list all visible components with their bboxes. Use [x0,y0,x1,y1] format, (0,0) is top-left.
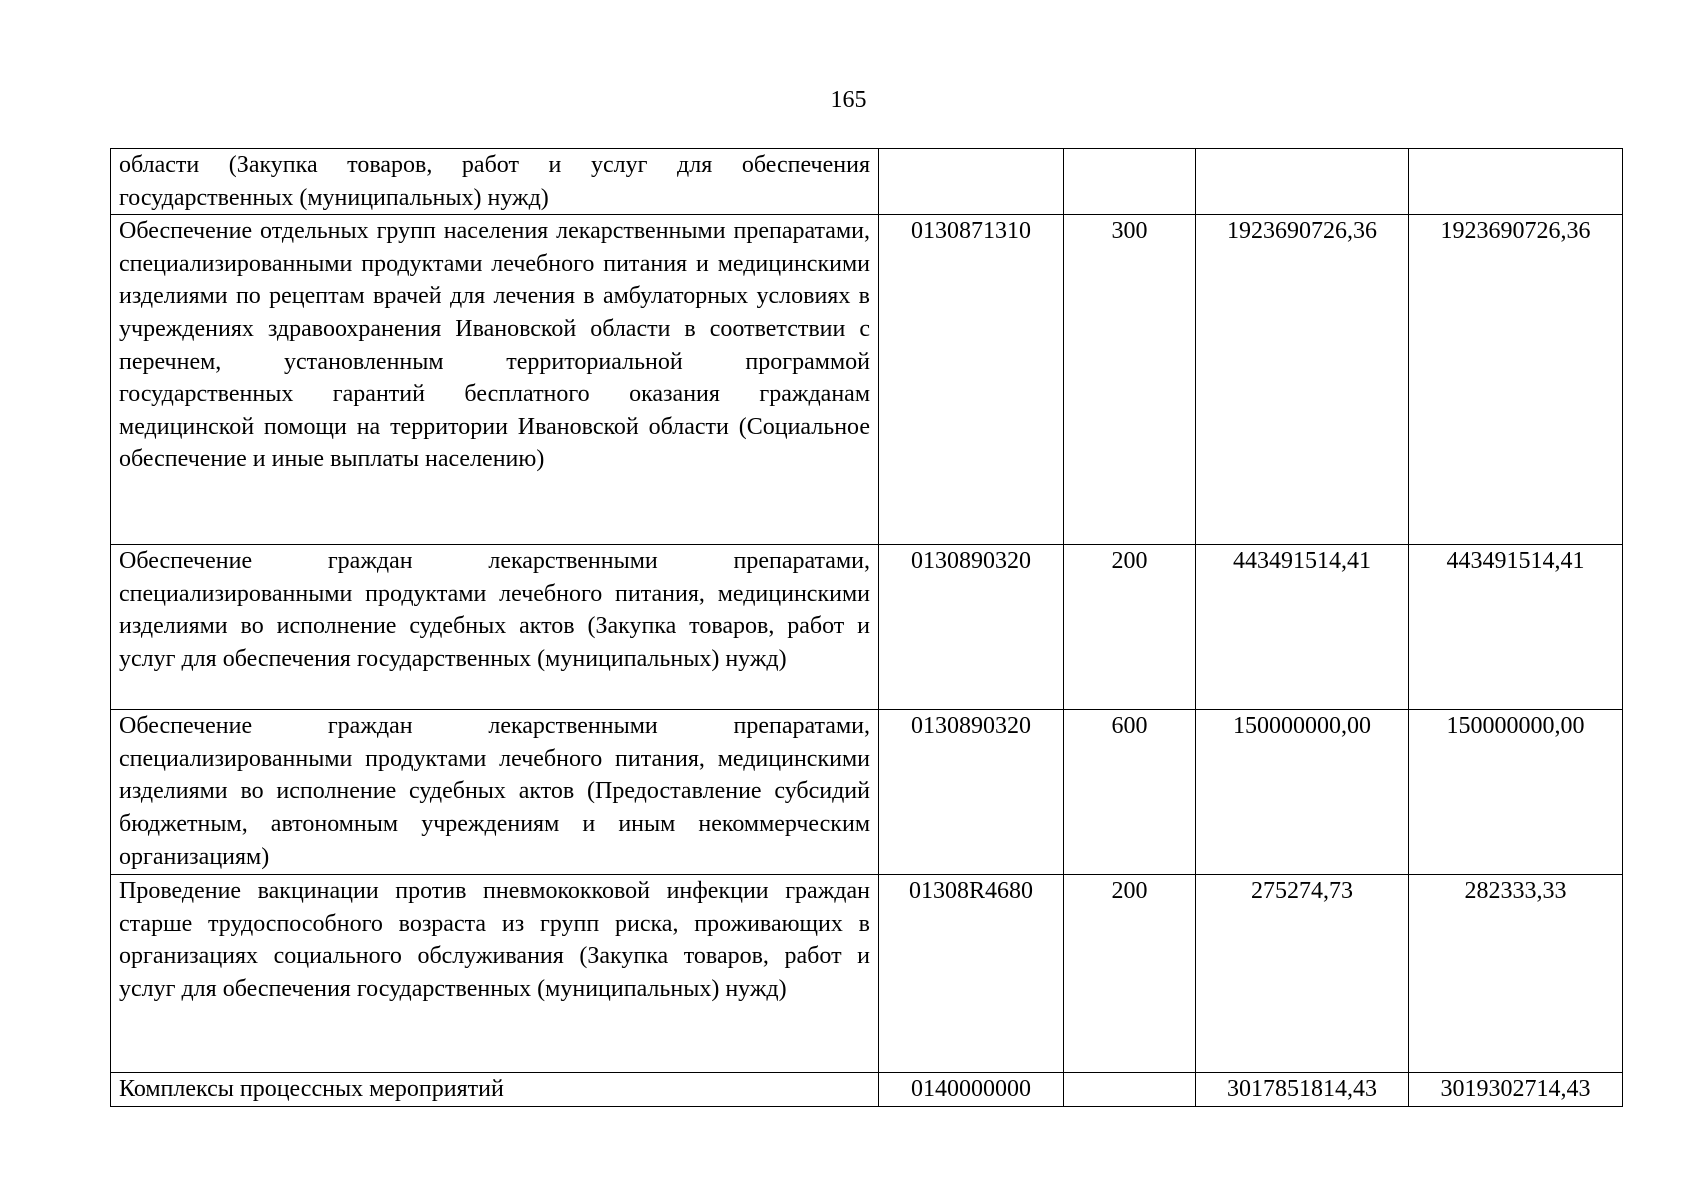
table-row [111,710,1623,875]
table-row [111,215,1623,545]
row-code: 01308R4680 [879,875,1064,1073]
row-expense-type: 300 [1064,215,1196,545]
page-number: 165 [830,87,867,113]
budget-table [110,148,1623,1107]
row-amount-2: 150000000,00 [1409,710,1623,875]
row-description: Обеспечение отдельных групп населения лекарственными препаратами, специализированными продуктами лечебного питания и медицинскими изделиями по рецептам врачей для лечения в амбулаторных условиях в учреждениях здравоохранения Ивановской области в соответствии с перечнем, установленным территориальной программой государственных гарантий бесплатного оказания гражданам медицинской помощи на территории Ивановской области (Социальное обеспечение и иные выплаты населению) [111,215,879,545]
table-row [111,875,1623,1073]
row-expense-type [1064,149,1196,215]
row-expense-type: 200 [1064,545,1196,710]
row-description: Комплексы процессных мероприятий [111,1073,879,1107]
row-description: Проведение вакцинации против пневмококковой инфекции граждан старше трудоспособного возраста из групп риска, проживающих в организациях социального обслуживания (Закупка товаров, работ и услуг для обеспечения государственных (муниципальных) нужд) [111,875,879,1073]
row-description: Обеспечение граждан лекарственными препаратами, специализированными продуктами лечебного питания, медицинскими изделиями во исполнение судебных актов (Предоставление субсидий бюджетным, автономным учреждениям и иным некоммерческим организациям) [111,710,879,875]
row-code: 0130890320 [879,545,1064,710]
row-code: 0130871310 [879,215,1064,545]
row-amount-1 [1196,149,1409,215]
row-expense-type [1064,1073,1196,1107]
row-amount-1: 3017851814,43 [1196,1073,1409,1107]
row-amount-2: 282333,33 [1409,875,1623,1073]
table-row [111,149,1623,215]
table-row [111,545,1623,710]
row-amount-1: 443491514,41 [1196,545,1409,710]
row-expense-type: 200 [1064,875,1196,1073]
row-description: Обеспечение граждан лекарственными препаратами, специализированными продуктами лечебного питания, медицинскими изделиями во исполнение судебных актов (Закупка товаров, работ и услуг для обеспечения государственных (муниципальных) нужд) [111,545,879,710]
row-expense-type: 600 [1064,710,1196,875]
table-row [111,1073,1623,1107]
row-amount-2 [1409,149,1623,215]
row-amount-1: 1923690726,36 [1196,215,1409,545]
row-code: 0130890320 [879,710,1064,875]
row-amount-2: 3019302714,43 [1409,1073,1623,1107]
row-description: области (Закупка товаров, работ и услуг для обеспечения государственных (муниципальных) нужд) [111,149,879,215]
row-code: 0140000000 [879,1073,1064,1107]
row-code [879,149,1064,215]
row-amount-1: 275274,73 [1196,875,1409,1073]
row-amount-2: 1923690726,36 [1409,215,1623,545]
row-amount-1: 150000000,00 [1196,710,1409,875]
row-amount-2: 443491514,41 [1409,545,1623,710]
